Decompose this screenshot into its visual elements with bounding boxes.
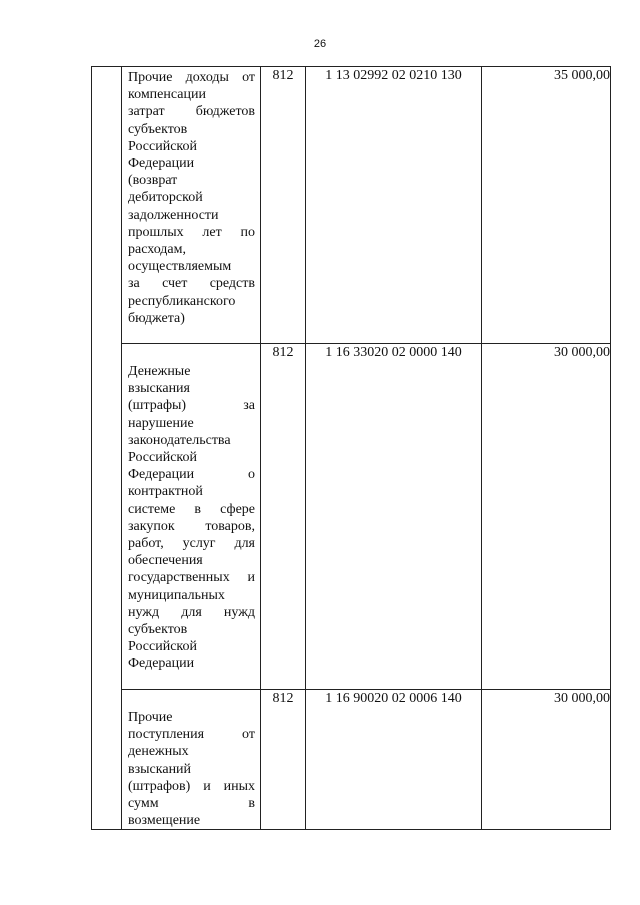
description-line: бюджета) [128, 310, 185, 326]
description-cell [122, 690, 261, 830]
description-line: закупок товаров, [128, 518, 255, 534]
description-line: осуществляемым [128, 259, 232, 275]
description-line: задолженности [128, 207, 219, 223]
description-line: компенсации [128, 87, 206, 103]
amount-cell: 35 000,00 [482, 67, 611, 344]
revenue-description [122, 67, 260, 327]
description-line: (штрафов) и иных [128, 778, 255, 794]
description-line: Денежные [128, 364, 191, 379]
description-line: Российской [128, 138, 197, 154]
table-row [92, 690, 611, 830]
amount-cell: 30 000,00 [482, 690, 611, 830]
description-cell [122, 67, 261, 344]
description-line: Прочие [128, 710, 173, 725]
description-line: обеспечения [128, 553, 203, 569]
admin-code-cell: 812 [261, 344, 306, 690]
description-line: сумм в [128, 796, 255, 812]
row-index-cell [92, 67, 122, 830]
admin-code-cell: 812 [261, 690, 306, 830]
description-line: Российской [128, 450, 197, 466]
description-line: взыскания [128, 381, 190, 397]
description-line: за счет средств [128, 276, 255, 292]
description-line: денежных [128, 744, 189, 760]
description-line: прошлых лет по [128, 224, 255, 240]
description-line: субъектов [128, 622, 188, 638]
kbk-code-cell: 1 16 33020 02 0000 140 [306, 344, 482, 690]
table-row [92, 67, 611, 344]
description-line: взысканий [128, 761, 192, 777]
table-row [92, 344, 611, 690]
description-line: республиканского [128, 293, 236, 309]
kbk-code-cell: 1 13 02992 02 0210 130 [306, 67, 482, 344]
description-line: законодательства [128, 432, 231, 448]
description-line: муниципальных [128, 587, 225, 603]
description-line: затрат бюджетов [128, 104, 255, 120]
kbk-code-cell: 1 16 90020 02 0006 140 [306, 690, 482, 830]
revenue-description [122, 361, 260, 673]
description-line: Федерации [128, 656, 195, 672]
description-line: дебиторской [128, 190, 203, 206]
description-line: возмещение [128, 813, 201, 829]
description-cell [122, 344, 261, 690]
description-line: Российской [128, 639, 197, 655]
description-line: нужд для нужд [128, 604, 255, 620]
description-line: работ, услуг для [128, 536, 255, 552]
description-line: нарушение [128, 415, 194, 431]
description-line: Прочие доходы от [128, 70, 255, 85]
description-line: контрактной [128, 484, 203, 500]
description-line: субъектов [128, 121, 188, 137]
description-line: Федерации [128, 156, 195, 172]
description-line: (штрафы) за [128, 398, 255, 414]
description-line: государственных и [128, 570, 255, 586]
revenue-table [91, 66, 611, 830]
description-line: расходам, [128, 242, 187, 258]
description-line: поступления от [128, 727, 255, 743]
revenue-description [122, 707, 260, 829]
page-number: 26 [313, 38, 327, 50]
admin-code-cell: 812 [261, 67, 306, 344]
amount-cell: 30 000,00 [482, 344, 611, 690]
description-line: (возврат [128, 173, 178, 189]
description-line: Федерации о [128, 467, 255, 483]
description-line: системе в сфере [128, 501, 255, 517]
